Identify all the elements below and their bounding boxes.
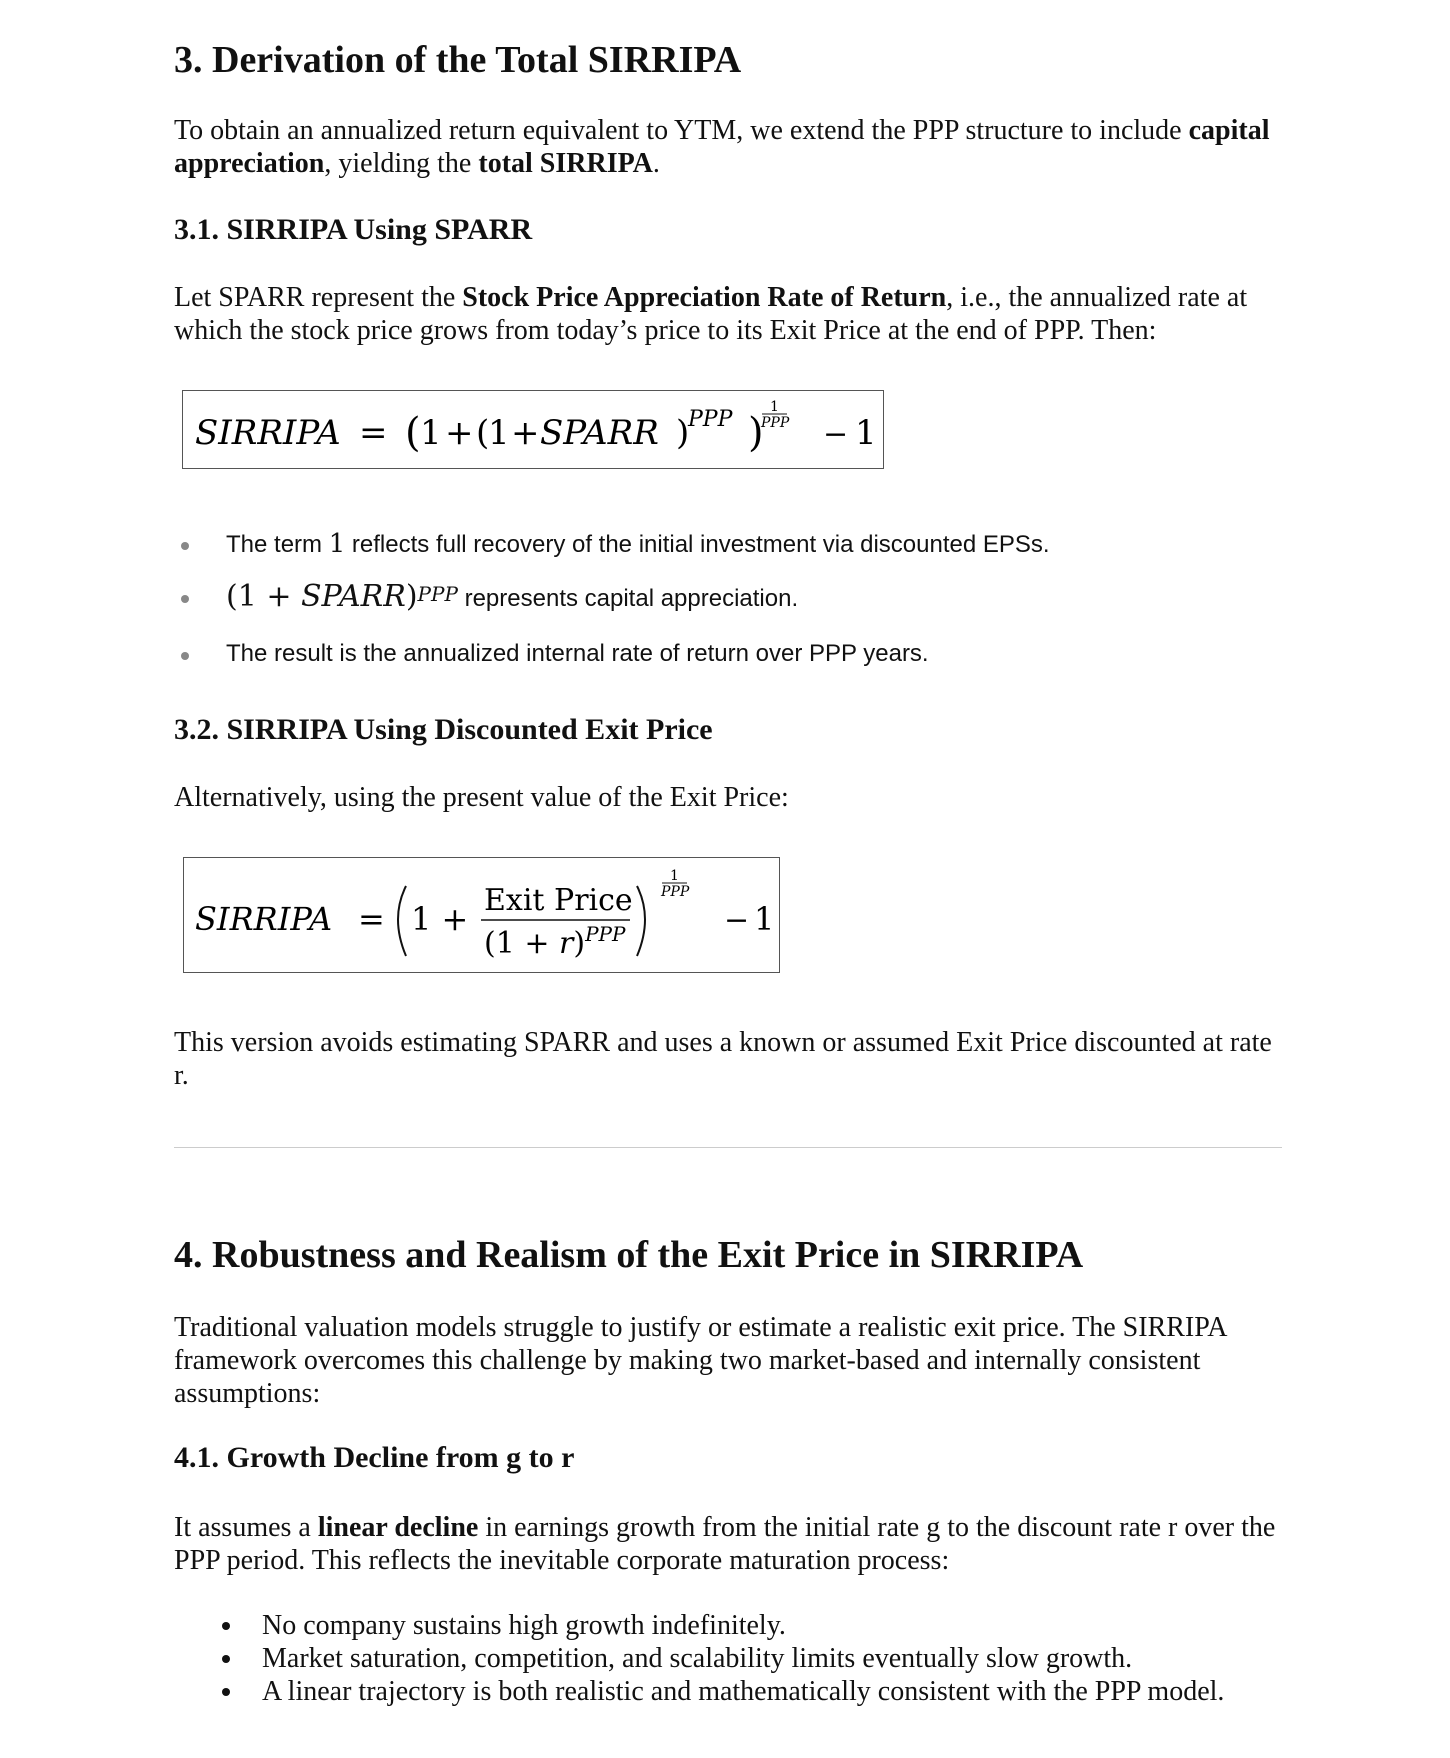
eq1-one-b: 1 — [488, 413, 510, 453]
eq2-den: $(1 + r)^{PPP}$ — [484, 922, 626, 961]
eq1-one: 1 — [420, 413, 442, 453]
subsection-3-1-text: Let SPARR represent the Stock Price Appreciation Rate of Return, i.e., the annualized rate at which the stock price grows from today’s price to its Exit Price at the end of PPP. Then: — [174, 282, 1248, 346]
eq1-minus: − — [823, 417, 849, 452]
section-4-intro: Traditional valuation models struggle to justify or estimate a realistic exit price. The SIRRIPA framework overcomes this challenge by making two market-based and internally consistent assumptions: — [174, 1312, 1226, 1409]
equation-sirripa-exit-price — [183, 857, 780, 973]
eq1-lhs: SIRRIPA — [195, 413, 341, 453]
eq2-lhs: SIRRIPA — [195, 900, 333, 938]
list-item: (1 + SPARR)$^{PPP}$ represents capital appreciation. — [226, 579, 799, 614]
subsection-3-2-heading: 3.2. SIRRIPA Using Discounted Exit Price — [174, 713, 713, 746]
eq2-one-plus: 1 + — [411, 900, 469, 938]
section-4-heading: 4. Robustness and Realism of the Exit Price in SIRRIPA — [174, 1234, 1084, 1276]
eq1-inner-close-paren: ) — [676, 413, 690, 453]
subsection-3-1-heading: 3.1. SIRRIPA Using SPARR — [174, 213, 533, 246]
equation-sirripa-sparr — [182, 390, 884, 469]
eq1-outer-open-paren: ( — [405, 410, 421, 456]
list-item: The result is the annualized internal rate of return over PPP years. — [226, 640, 929, 667]
eq1-plus-b: + — [511, 413, 540, 453]
eq2-last: 1 — [754, 900, 775, 938]
eq1-last: 1 — [855, 413, 877, 453]
eq1-exp: PPP — [688, 407, 733, 432]
eq2-equals: = — [358, 900, 385, 938]
subsection-3-2-text: Alternatively, using the present value of the Exit Price: — [174, 782, 789, 813]
section-3-intro: To obtain an annualized return equivalent to YTM, we extend the PPP structure to include capital appreciation, yielding the total SIRRIPA. — [174, 115, 1270, 179]
eq1-outer-den: PPP — [761, 415, 790, 431]
section-divider — [174, 1147, 1282, 1148]
subsection-4-1-heading: 4.1. Growth Decline from g to r — [174, 1441, 575, 1474]
list-item: The term 1 reflects full recovery of the initial investment via discounted EPSs. — [226, 529, 1050, 559]
eq2-left-paren — [398, 886, 406, 956]
list-item: No company sustains high growth indefinitely. — [262, 1610, 786, 1641]
list-item: Market saturation, competition, and scalability limits eventually slow growth. — [262, 1643, 1133, 1674]
eq1-inner-open-paren: ( — [476, 413, 490, 453]
eq2-minus: − — [724, 903, 750, 938]
list-item: A linear trajectory is both realistic and mathematically consistent with the PPP model. — [262, 1676, 1225, 1707]
section-3-heading: 3. Derivation of the Total SIRRIPA — [174, 39, 742, 81]
subsection-4-1-text: It assumes a linear decline in earnings growth from the initial rate g to the discount rate r over the PPP period. This reflects the inevitable corporate maturation process: — [174, 1512, 1276, 1576]
eq1-outer-num: 1 — [770, 399, 779, 415]
subsection-3-2-after: This version avoids estimating SPARR and uses a known or assumed Exit Price discounted at rate r. — [174, 1027, 1272, 1091]
eq1-equals: = — [359, 413, 388, 453]
eq2-num: Exit Price — [484, 883, 633, 918]
eq1-outer-close-paren: ) — [748, 410, 764, 456]
eq2-outer-den: PPP — [661, 884, 690, 900]
eq1-var: SPARR — [540, 413, 659, 453]
eq2-outer-num: 1 — [670, 868, 679, 884]
eq1-plus-a: + — [445, 413, 474, 453]
eq2-right-paren — [637, 886, 645, 956]
